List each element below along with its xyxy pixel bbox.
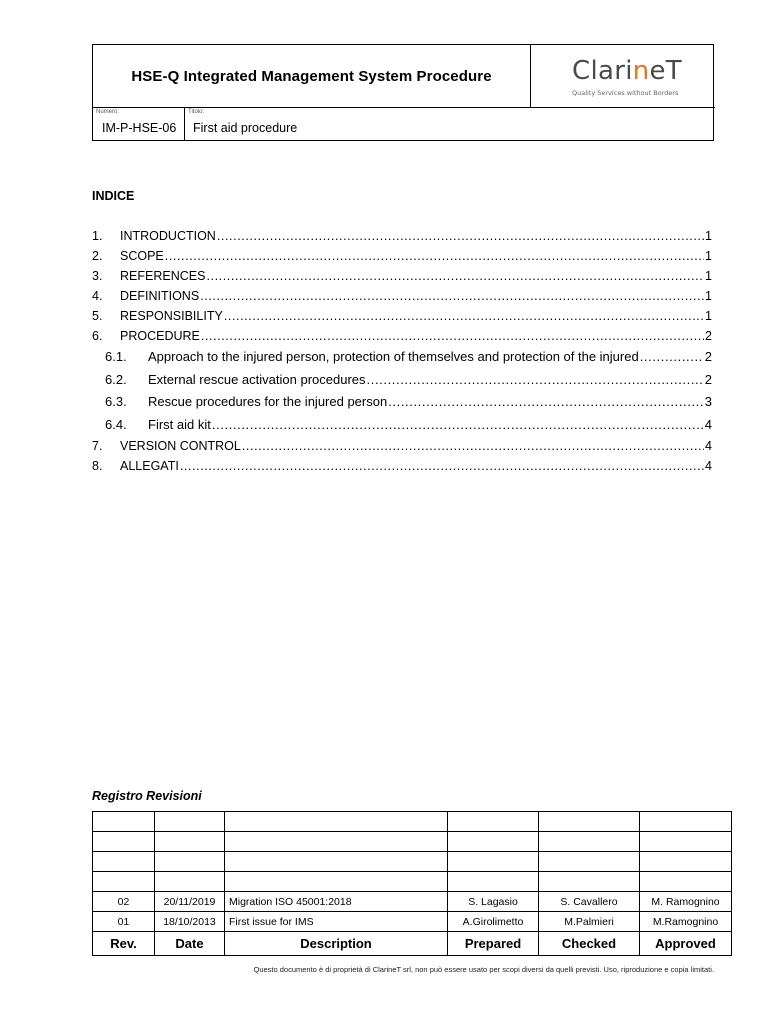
table-row [93,892,732,912]
titolo-label: Titolo: [188,109,205,115]
revision-cell-checked [539,832,640,852]
document-header [92,44,714,141]
revision-cell-rev: 01 [93,912,155,932]
table-row [93,832,732,852]
revision-cell-prepared: A.Girolimetto [448,912,539,932]
numero-label: Numero: [96,109,120,115]
toc-entry[interactable] [92,329,712,345]
toc-leader-dots [242,439,704,453]
table-row [93,912,732,932]
toc-entry-title: RESPONSIBILITY [120,309,223,323]
toc-leader-dots [640,349,704,364]
toc-entry-page: 2 [705,329,712,343]
toc-entry-title: Rescue procedures for the injured person [148,394,388,409]
toc-entry-number: 6.3. [105,394,127,409]
header-title-cell [93,45,531,108]
toc-entry-title: INTRODUCTION [120,229,216,243]
titolo-cell [185,108,713,140]
revision-cell-desc [225,852,448,872]
toc-entry-title: External rescue activation procedures [148,372,366,387]
logo-tagline: Quality Services without Borders [572,89,679,97]
toc-heading: INDICE [92,189,135,203]
toc-entry-title: First aid kit [148,417,211,432]
revision-cell-date: 18/10/2013 [155,912,225,932]
toc-entry-title: ALLEGATI [120,459,179,473]
toc-entry-title: REFERENCES [120,269,206,283]
revision-cell-prepared: S. Lagasio [448,892,539,912]
toc-entry-page: 4 [704,417,712,432]
numero-cell [93,108,185,140]
toc-leader-dots [206,269,704,283]
toc-leader-dots [212,417,704,432]
revision-cell-rev [93,852,155,872]
toc-entry-number: 7. [92,439,103,453]
toc-entry[interactable] [105,394,712,410]
revision-cell-date [155,852,225,872]
document-number: IM-P-HSE-06 [102,121,177,135]
revision-cell-rev [93,812,155,832]
toc-entry-number: 6.4. [105,417,127,432]
revision-cell-prepared [448,812,539,832]
logo-part-c: eT [649,56,682,86]
toc-entry[interactable] [105,372,712,388]
toc-entry-title: PROCEDURE [120,329,200,343]
revision-header-approved: Approved [640,932,732,956]
revision-cell-rev: 02 [93,892,155,912]
revision-cell-desc [225,812,448,832]
toc-leader-dots [165,249,704,263]
revision-cell-approved [640,852,732,872]
toc-entry-page: 3 [704,394,712,409]
revision-cell-checked: M.Palmieri [539,912,640,932]
toc-entry-page: 2 [704,349,712,364]
revision-cell-desc [225,872,448,892]
revision-cell-desc [225,832,448,852]
toc-entry[interactable] [92,289,712,305]
revision-header-rev: Rev. [93,932,155,956]
revision-cell-prepared [448,852,539,872]
revision-cell-date: 20/11/2019 [155,892,225,912]
logo-part-a: Clari [572,56,633,86]
company-logo [531,45,715,108]
revision-header-desc: Description [225,932,448,956]
revision-header-checked: Checked [539,932,640,956]
register-title: Registro Revisioni [92,789,202,803]
toc-entry-page: 1 [705,229,712,243]
revision-cell-desc: Migration ISO 45001:2018 [225,892,448,912]
revision-cell-prepared [448,832,539,852]
toc-entry-number: 8. [92,459,103,473]
toc-entry-number: 2. [92,249,103,263]
toc-leader-dots [367,372,704,387]
toc-entry[interactable] [105,417,712,433]
revision-cell-date [155,832,225,852]
toc-entry-page: 4 [705,459,712,473]
toc-entry-number: 1. [92,229,103,243]
toc-entry[interactable] [105,349,712,365]
toc-leader-dots [388,394,704,409]
toc-leader-dots [217,229,704,243]
revision-cell-checked [539,812,640,832]
revision-cell-checked [539,852,640,872]
revision-cell-date [155,812,225,832]
revision-cell-checked [539,872,640,892]
toc-entry[interactable] [92,459,712,475]
toc-entry-number: 6.2. [105,372,127,387]
toc-entry-page: 4 [705,439,712,453]
revision-cell-date [155,872,225,892]
toc-entry-title: VERSION CONTROL [120,439,241,453]
table-row [93,872,732,892]
revision-cell-rev [93,872,155,892]
toc-entry-page: 2 [704,372,712,387]
toc-entry-number: 6.1. [105,349,127,364]
toc-entry-title: SCOPE [120,249,164,263]
logo-part-b: n [632,56,650,86]
table-row [93,852,732,872]
toc-entry-page: 1 [705,249,712,263]
table-row [93,812,732,832]
toc-leader-dots [201,329,704,343]
document-title: First aid procedure [193,121,298,135]
toc-entry-page: 1 [705,309,712,323]
toc-entry-number: 5. [92,309,103,323]
toc-entry[interactable] [92,309,712,325]
toc-entry-title: DEFINITIONS [120,289,200,303]
toc-entry[interactable] [92,269,712,285]
revision-cell-approved: M.Ramognino [640,912,732,932]
toc-entry-page: 1 [705,289,712,303]
toc-entry-page: 1 [705,269,712,283]
toc-entry-title: Approach to the injured person, protection of themselves and protection of the injured [148,349,639,364]
toc-entry[interactable] [92,229,712,245]
toc-leader-dots [180,459,704,473]
revision-cell-approved [640,872,732,892]
revision-header-prepared: Prepared [448,932,539,956]
revision-cell-approved [640,812,732,832]
revision-cell-approved: M. Ramognino [640,892,732,912]
toc-entry[interactable] [92,439,712,455]
revision-header-date: Date [155,932,225,956]
revision-cell-approved [640,832,732,852]
toc-entry-number: 3. [92,269,103,283]
ownership-note: Questo documento è di proprietà di ClarineT srl, non può essere usato per scopi diversi da quelli previsti. Uso, riproduzione e copia limitati. [253,965,714,974]
toc-entry-number: 4. [92,289,103,303]
logo-wordmark [572,58,682,84]
document-system-title: HSE-Q Integrated Management System Procedure [131,67,492,85]
toc-entry-number: 6. [92,329,103,343]
revision-table [92,811,732,956]
revision-cell-rev [93,832,155,852]
revision-cell-checked: S. Cavallero [539,892,640,912]
toc-leader-dots [224,309,704,323]
revision-cell-desc: First issue for IMS [225,912,448,932]
toc-leader-dots [200,289,704,303]
revision-cell-prepared [448,872,539,892]
toc-entry[interactable] [92,249,712,265]
revision-header-row [93,932,732,956]
